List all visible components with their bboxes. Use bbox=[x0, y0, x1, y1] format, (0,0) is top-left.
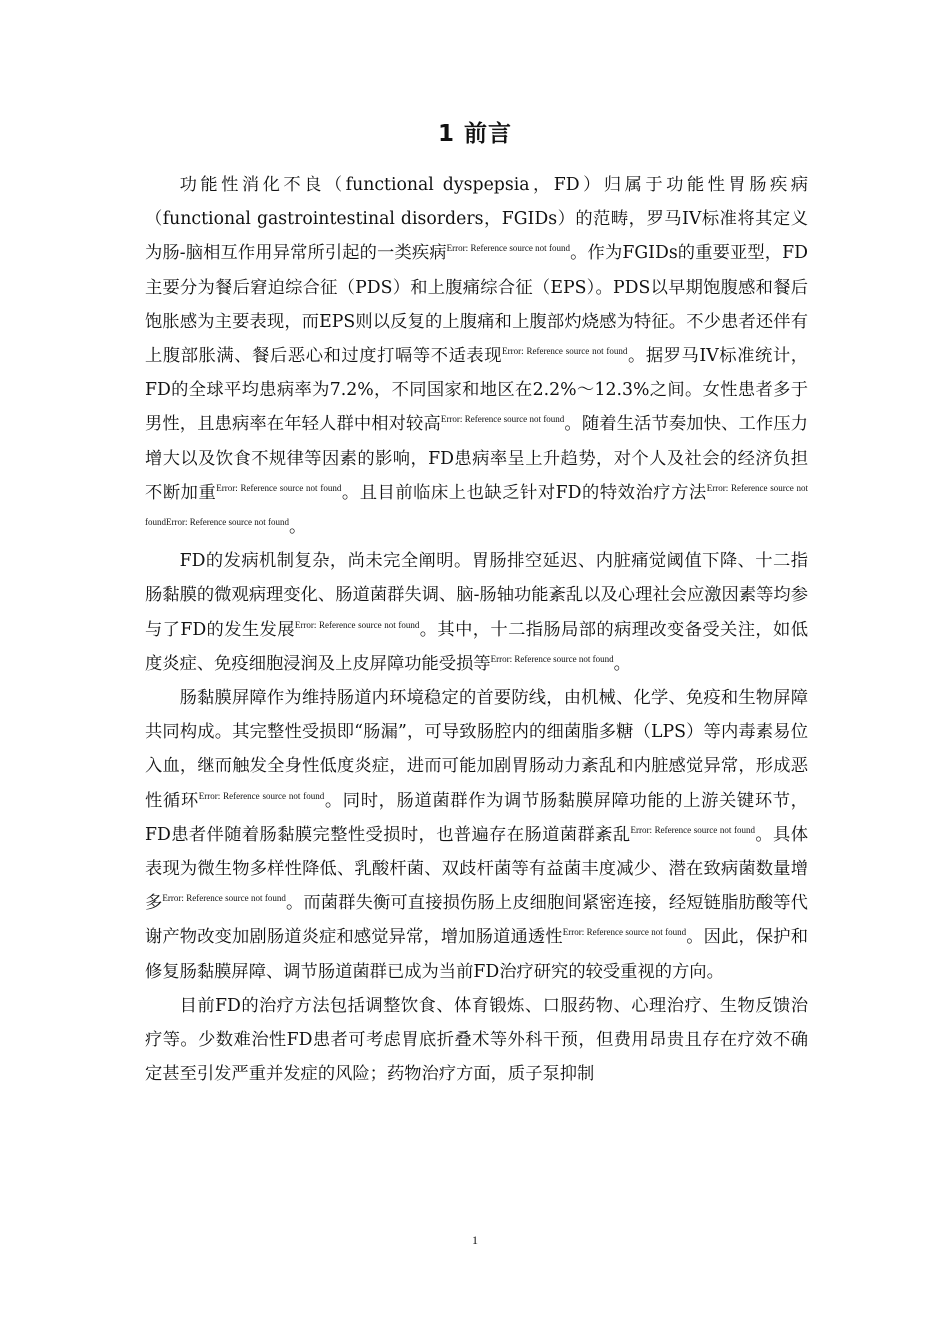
text-run: 目前FD的治疗方法包括调整饮食、体育锻炼、口服药物、心理治疗、生物反馈治疗等。少数难治性FD患者可考虑胃底折叠术等外科干预，但费用昂贵且存在疗效不确定甚至引发严重并发症的风险；药物治疗方面，质子泵抑制 bbox=[145, 995, 808, 1085]
text-run: 。具体表现为微生物多样性降低、乳酸杆菌、双歧杆菌等有益菌丰度减少、潜在致病菌数量增多 bbox=[145, 824, 808, 914]
page-number: 1 bbox=[472, 1233, 478, 1247]
citation-error-ref: Error: Reference source not found bbox=[490, 654, 614, 665]
text-run: 肠黏膜屏障作为维持肠道内环境稳定的首要防线，由机械、化学、免疫和生物屏障共同构成。其完整性受损即“肠漏”，可导致肠腔内的细菌脂多糖（LPS）等内毒素易位入血，继而触发全身性低度炎症，进而可能加剧胃肠动力紊乱和内脏感觉异常，形成恶性循环 bbox=[145, 688, 808, 811]
text-run: 功能性消化不良（functional dyspepsia，FD）归属于功能性胃肠疾病（functional gastrointestinal disorders，FGIDs）的范畴，罗马IV标准将其定义为肠-脑相互作用异常所引起的一类疾病 bbox=[145, 175, 808, 264]
paragraph bbox=[145, 168, 808, 544]
text-run: 。据罗马IV标准统计，FD的全球平均患病率为7.2%，不同国家和地区在2.2%～12.3%之间。女性患者多于男性，且患病率在年轻人群中相对较高 bbox=[145, 346, 808, 435]
text-run: 。而菌群失衡可直接损伤肠上皮细胞间紧密连接，经短链脂肪酸等代谢产物改变加剧肠道炎症和感觉异常，增加肠道通透性 bbox=[145, 893, 808, 948]
paragraph bbox=[145, 989, 808, 1092]
citation-error-ref: Error: Reference source not found bbox=[562, 927, 687, 938]
citation-error-ref: Error: Reference source not found bbox=[162, 893, 286, 904]
text-run: 。 bbox=[613, 653, 631, 674]
citation-error-ref: Error: Reference source not foundError: Reference source not found bbox=[145, 483, 808, 528]
paragraph bbox=[145, 681, 808, 989]
section-heading: 1 前言 bbox=[437, 121, 512, 147]
text-run: 。 bbox=[288, 517, 307, 538]
citation-error-ref: Error: Reference source not found bbox=[502, 346, 628, 357]
citation-error-ref: Error: Reference source not found bbox=[198, 790, 325, 801]
text-run: 。随着生活节奏加快、工作压力增大以及饮食不规律等因素的影响，FD患病率呈上升趋势，对个人及社会的经济负担不断加重 bbox=[145, 414, 808, 503]
citation-error-ref: Error: Reference source not found bbox=[630, 825, 755, 836]
text-run: 。且目前临床上也缺乏针对FD的特效治疗方法 bbox=[341, 482, 707, 503]
citation-error-ref: Error: Reference source not found bbox=[446, 243, 571, 254]
body-text bbox=[145, 168, 808, 1091]
text-run: 。同时，肠道菌群作为调节肠黏膜屏障功能的上游关键环节，FD患者伴随着肠黏膜完整性受损时，也普遍存在肠道菌群紊乱 bbox=[145, 790, 808, 845]
text-run: 。因此，保护和修复肠黏膜屏障、调节肠道菌群已成为当前FD治疗研究的较受重视的方向。 bbox=[145, 927, 808, 982]
citation-error-ref: Error: Reference source not found bbox=[216, 483, 342, 494]
text-run: 。作为FGIDs的重要亚型，FD主要分为餐后窘迫综合征（PDS）和上腹痛综合征（EPS）。PDS以早期饱腹感和餐后饱胀感为主要表现，而EPS则以反复的上腹痛和上腹部灼烧感为特征。不少患者还伴有上腹部胀满、餐后恶心和过度打嗝等不适表现 bbox=[145, 243, 808, 367]
text-run: FD的发病机制复杂，尚未完全阐明。胃肠排空延迟、内脏痛觉阈值下降、十二指肠黏膜的微观病理变化、肠道菌群失调、脑-肠轴功能紊乱以及心理社会应激因素等均参与了FD的发生发展 bbox=[145, 551, 808, 640]
citation-error-ref: Error: Reference source not found bbox=[294, 619, 420, 630]
paragraph bbox=[145, 544, 808, 681]
citation-error-ref: Error: Reference source not found bbox=[440, 414, 565, 425]
text-run: 。其中，十二指肠局部的病理改变备受关注，如低度炎症、免疫细胞浸润及上皮屏障功能受损等 bbox=[145, 619, 808, 674]
